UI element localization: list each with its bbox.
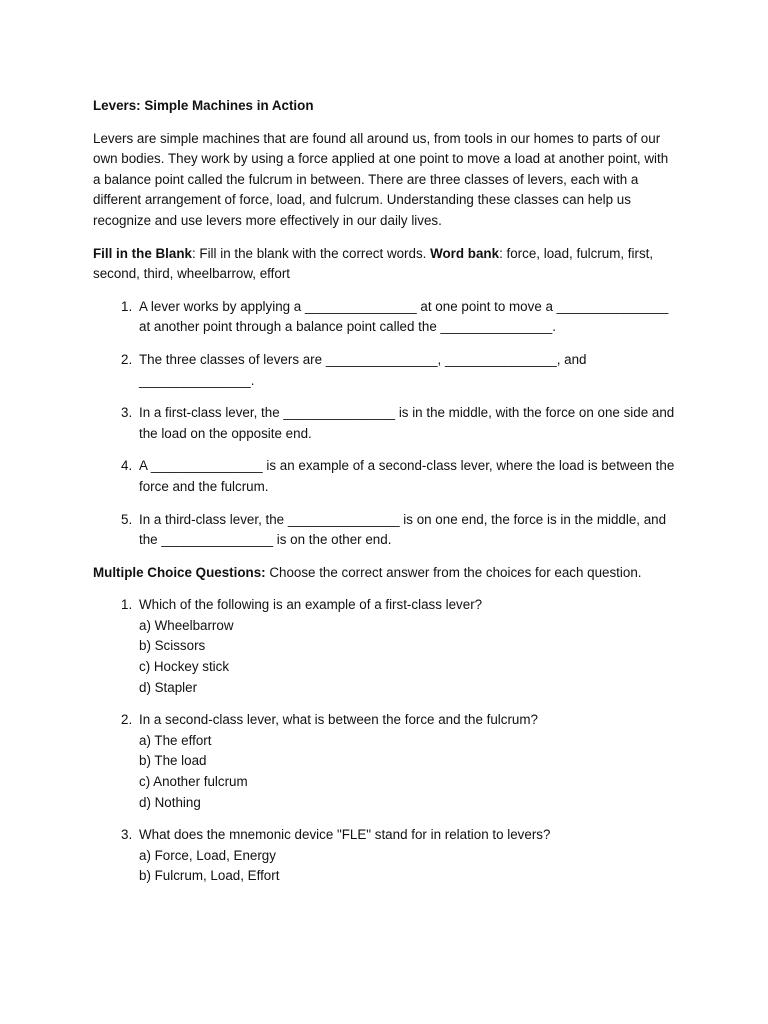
answer-blank: _______________ — [444, 351, 557, 367]
fill-in-item-4 — [93, 456, 677, 497]
item-text: A — [139, 458, 151, 474]
item-text: In a third-class lever, the — [139, 511, 288, 527]
choice-option: c) Another fulcrum — [139, 774, 248, 790]
word-bank-label: Word bank — [430, 245, 500, 261]
fill-in-list — [93, 297, 677, 551]
answer-blank: _______________ — [304, 298, 417, 314]
multiple-choice-list — [93, 595, 677, 887]
fill-in-item-2 — [93, 350, 677, 391]
choice-option: b) Scissors — [139, 638, 206, 654]
choice-option: b) Fulcrum, Load, Effort — [139, 868, 280, 884]
answer-blank: _______________ — [325, 351, 438, 367]
intro-paragraph: Levers are simple machines that are found all around us, from tools in our homes to parts of our own bodies. They work by using a force applied at one point to move a load at another point, with a balance point called the fulcrum in between. There are three classes of levers, each with a different arrangement of force, load, and fulcrum. Understanding these classes can help us recognize and use levers more effectively in our daily lives. — [93, 130, 669, 228]
choice-option: a) The effort — [139, 732, 212, 748]
multiple-choice-instructions — [93, 563, 677, 584]
item-text: In a first-class lever, the — [139, 405, 284, 421]
answer-blank: _______________ — [287, 511, 400, 527]
choice-option: a) Force, Load, Energy — [139, 847, 276, 863]
item-text: , — [437, 351, 445, 367]
item-text: at one point to move a — [416, 298, 557, 314]
choice-option: d) Stapler — [139, 679, 198, 695]
item-number: 3. — [121, 827, 133, 843]
item-number: 4. — [121, 458, 133, 474]
item-text: . — [250, 372, 255, 388]
fill-in-label: Fill in the Blank — [93, 245, 192, 261]
answer-blank: _______________ — [161, 532, 274, 548]
question-text: Which of the following is an example of a first-class lever? — [139, 597, 483, 613]
choice-option: c) Hockey stick — [139, 659, 230, 675]
answer-blank: _______________ — [556, 298, 669, 314]
fill-in-instruction-text: : Fill in the blank with the correct words. — [191, 245, 431, 261]
item-text: is an example of a second-class lever, where the load is between the force and the fulcrum. — [139, 458, 675, 494]
multiple-choice-instruction-text: Choose the correct answer from the choices for each question. — [265, 564, 642, 580]
mc-question-2 — [93, 710, 677, 813]
worksheet-page — [93, 96, 677, 899]
question-text: In a second-class lever, what is between the force and the fulcrum? — [139, 712, 538, 728]
item-text: , and — [556, 351, 587, 367]
choice-option: d) Nothing — [139, 794, 201, 810]
item-text: . — [552, 319, 556, 335]
fill-in-item-3 — [93, 403, 677, 444]
answer-blank: _______________ — [150, 458, 263, 474]
choice-list — [139, 616, 677, 698]
item-number: 1. — [121, 298, 133, 314]
item-text: A lever works by applying a — [139, 298, 305, 314]
choice-option: a) Wheelbarrow — [139, 617, 234, 633]
item-text: is in the middle, with the force on one side and the load on the opposite end. — [139, 405, 675, 441]
mc-question-1 — [93, 595, 677, 698]
item-number: 1. — [121, 597, 133, 613]
answer-blank: _______________ — [283, 405, 396, 421]
item-text: is on the other end. — [273, 532, 392, 548]
item-text: at another point through a balance point called the — [139, 319, 441, 335]
word-bank-list: : force, load, fulcrum, first, second, third, wheelbarrow, effort — [93, 245, 654, 282]
item-text: The three classes of levers are — [139, 351, 326, 367]
worksheet-title: Levers: Simple Machines in Action — [93, 98, 314, 113]
fill-in-item-1 — [93, 297, 677, 338]
mc-question-3 — [93, 825, 677, 887]
item-number: 5. — [121, 511, 133, 527]
item-number: 2. — [121, 712, 133, 728]
choice-option: b) The load — [139, 753, 207, 769]
question-text: What does the mnemonic device "FLE" stand for in relation to levers? — [139, 827, 551, 843]
answer-blank: _______________ — [139, 372, 251, 388]
choice-list — [139, 731, 677, 813]
fill-in-instructions — [93, 244, 677, 285]
multiple-choice-label: Multiple Choice Questions: — [93, 564, 266, 580]
item-number: 3. — [121, 405, 133, 421]
answer-blank: _______________ — [440, 319, 553, 335]
choice-list — [139, 846, 677, 887]
item-text: is on one end, the force is in the middle, and the — [139, 511, 667, 548]
item-number: 2. — [121, 351, 133, 367]
fill-in-item-5 — [93, 510, 677, 551]
